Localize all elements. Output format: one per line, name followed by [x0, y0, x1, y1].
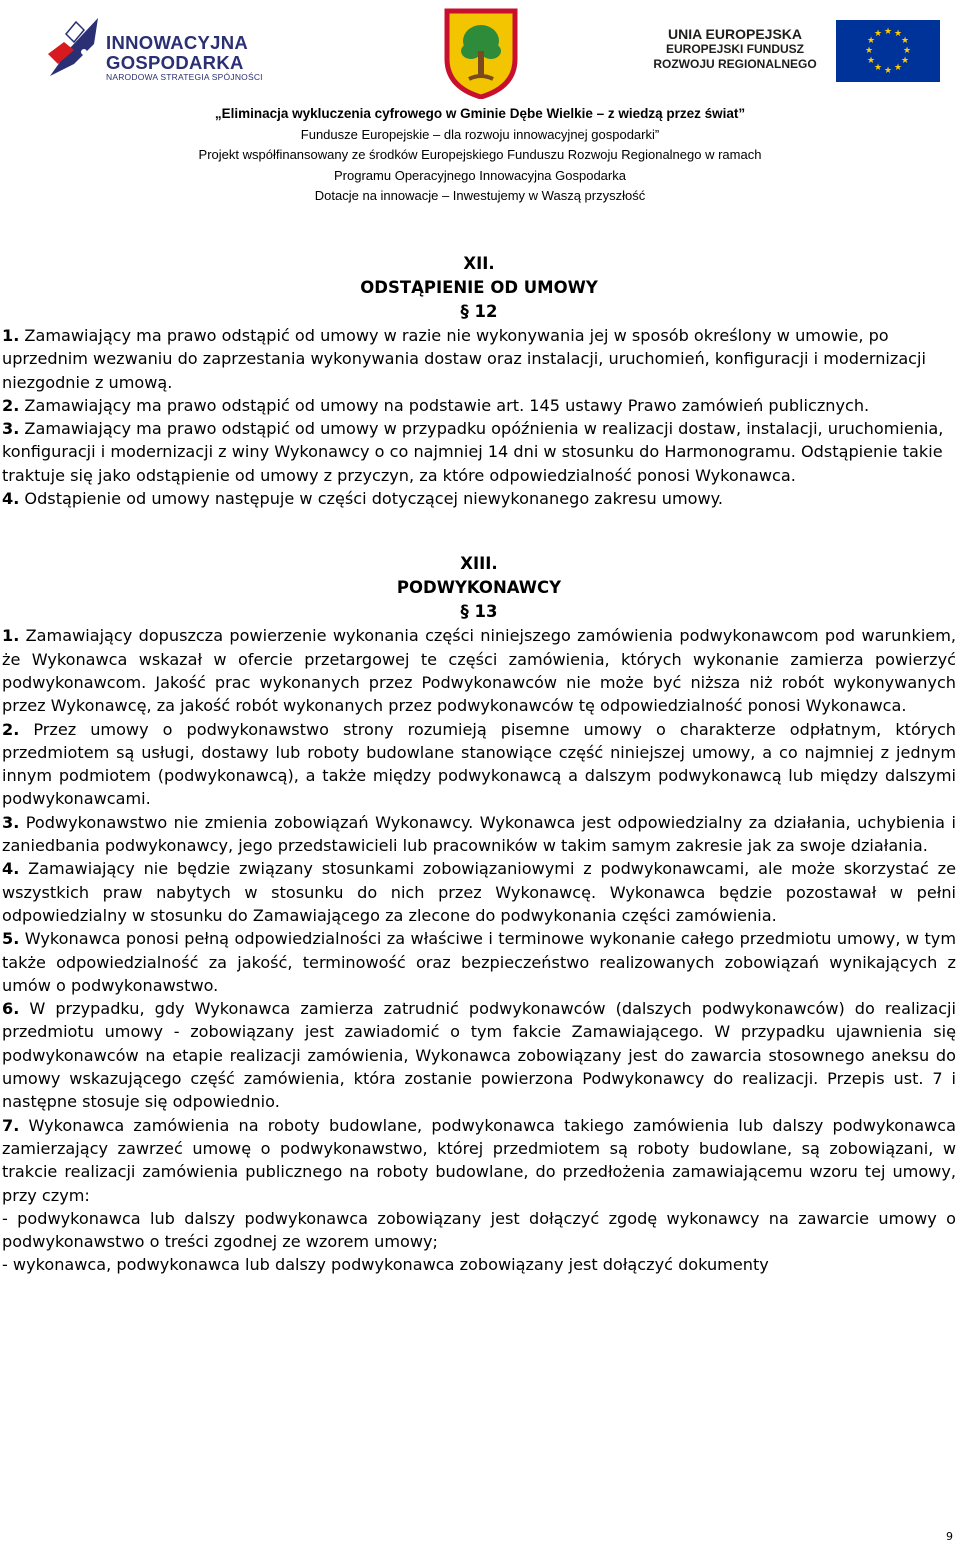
list-item: 5. Wykonawca ponosi pełną odpowiedzialności za właściwe i terminowe wykonanie całego przedmiotu umowy, w tym także odpowiedzialność za jakość, terminowość oraz bezpieczeństwo realizowanych zobowiązań wynikających z umów o podwykonawstwo.: [2, 929, 956, 995]
project-title: „Eliminacja wykluczenia cyfrowego w Gminie Dębe Wielkie – z wiedzą przez świat”: [214, 106, 746, 121]
eu-line-1: UNIA EUROPEJSKA: [667, 26, 803, 42]
logo-line-3: NARODOWA STRATEGIA SPÓJNOŚCI: [106, 72, 263, 82]
section-title: PODWYKONAWCY: [396, 578, 562, 598]
svg-text:★: ★: [883, 27, 893, 37]
section-title: ODSTĄPIENIE OD UMOWY: [360, 278, 598, 297]
section-number: XIII.: [460, 554, 498, 574]
list-item: 6. W przypadku, gdy Wykonawca zamierza zatrudnić podwykonawców (dalszych podwykonawców) do realizacji przedmiotu umowy - zobowiązany jest zawiadomić o tym fakcie Zamawiającego. W przypadku ujawnienia się podwykonawców na etapie realizacji zamówienia, Wykonawca zobowiązany jest do zawarcia stosownego aneksu do umowy wskazującego część zamówienia, która zostanie powierzona Podwykonawcy do realizacji. Przepis ust. 7 i następne stosuje się odpowiednio.: [2, 999, 956, 1112]
logo-line-2: GOSPODARKA: [106, 52, 244, 73]
header-line-4: Programu Operacyjnego Innowacyjna Gospodarka: [334, 167, 626, 183]
page-header: [0, 0, 960, 215]
ig-emblem-icon: [44, 14, 104, 84]
list-item: 3. Zamawiający ma prawo odstąpić od umowy w przypadku opóźnienia w realizacji dostaw, instalacji, uruchomienia, konfiguracji i modernizacji z winy Wykonawcy o co najmniej 14 dni w stosunku do Harmonogramu. Odstąpienie takie traktuje się jako odstąpienie od umowy z przyczyn, za które odpowiedzialność ponosi Wykonawca.: [2, 419, 944, 485]
eu-line-2: EUROPEJSKI FUNDUSZ: [665, 42, 805, 56]
svg-text:★: ★: [893, 29, 903, 39]
svg-text:★: ★: [893, 63, 903, 73]
svg-text:★: ★: [883, 66, 893, 76]
eu-flag-icon: [836, 20, 940, 82]
dash-item: - wykonawca, podwykonawca lub dalszy podwykonawca zobowiązany jest dołączyć dokumenty: [2, 1255, 769, 1275]
gmina-crest-icon: [441, 7, 521, 99]
dash-item: - podwykonawca lub dalszy podwykonawca zobowiązany jest dołączyć zgodę wykonawcy na zawarcie umowy o podwykonawstwo o treści zgodnej ze wzorem umowy;: [2, 1208, 956, 1252]
header-line-5: Dotacje na innowacje – Inwestujemy w Waszą przyszłość: [314, 188, 646, 203]
list-item: 7. Wykonawca zamówienia na roboty budowlane, podwykonawca takiego zamówienia lub dalszy podwykonawca zamierzający zawrzeć umowę o podwykonawstwo, której przedmiotem są roboty budowlane, są zobowiązani, w trakcie realizacji zamówienia publicznego na roboty budowlane, do przedłożenia zamawiającemu wzoru tej umowy, przy czym:: [2, 1115, 956, 1205]
svg-text:★: ★: [900, 36, 910, 46]
list-item: 2. Zamawiający ma prawo odstąpić od umowy na podstawie art. 145 ustawy Prawo zamówień publicznych.: [2, 395, 870, 415]
list-item: 2. Przez umowy o podwykonawstwo strony rozumieją pisemne umowy o charakterze odpłatnym, których przedmiotem są usługi, dostawy lub roboty budowlane stanowiące część niniejszej umowy, a co najmniej z jednym innym podmiotem (podwykonawcą), a także między podwykonawcą a dalszym podwykonawcą lub między dalszymi podwykonawcami.: [2, 719, 956, 809]
list-item: 4. Zamawiający nie będzie związany stosunkami zobowiązaniowymi z podwykonawcami, ale może skorzystać ze wszystkich praw nabytych w stosunku do nich przez Wykonawcę. Wykonawca będzie pozostawał w pełni odpowiedzialny w stosunku do Zamawiającego za zlecone do podwykonania części zamówienia.: [2, 859, 956, 925]
section-number: XII.: [463, 254, 495, 273]
svg-text:★: ★: [866, 36, 876, 46]
paragraph-sign: § 13: [460, 602, 498, 622]
svg-text:★: ★: [873, 63, 883, 73]
list-item: 1. Zamawiający dopuszcza powierzenie wykonania części niniejszego zamówienia podwykonawcom pod warunkiem, że Wykonawca wskazał w ofercie przetargowej te części zamówienia, których wykonanie zamierza powierzyć podwykonawcom. Jakość prac wykonanych przez Podwykonawców nie może być niższa niż robót wykonywanych przez Wykonawcę, za jakość robót wykonanych przez podwykonawców tę odpowiedzialność ponosi Wykonawca.: [2, 626, 956, 716]
eu-line-3: ROZWOJU REGIONALNEGO: [653, 57, 817, 71]
svg-text:★: ★: [873, 29, 883, 39]
list-item: 4. Odstąpienie od umowy następuje w części dotyczącej niewykonanego zakresu umowy.: [2, 489, 724, 509]
svg-text:★: ★: [900, 56, 910, 66]
list-item: 3. Podwykonawstwo nie zmienia zobowiązań Wykonawcy. Wykonawca jest odpowiedzialny za działania, uchybienia i zaniedbania podwykonawcy, jego przedstawicieli lub pracowników w takim samym zakresie jak za swoje działania.: [2, 812, 956, 856]
header-line-3: Projekt współfinansowany ze środków Europejskiego Funduszu Rozwoju Regionalnego w ramach: [198, 147, 762, 162]
svg-text:★: ★: [902, 46, 912, 56]
logo-line-1: INNOWACYJNA: [106, 32, 249, 53]
document-body: [0, 254, 958, 1277]
svg-text:★: ★: [864, 46, 874, 56]
project-header-text: [0, 104, 960, 207]
innowacyjna-gospodarka-logo: [44, 14, 284, 84]
paragraph-sign: § 12: [460, 302, 498, 321]
eu-fund-text: [646, 26, 824, 72]
svg-text:★: ★: [866, 56, 876, 66]
list-item: 1. Zamawiający ma prawo odstąpić od umowy w razie nie wykonywania jej w sposób określony w umowie, po uprzednim wezwaniu do zaprzestania wykonywania dostaw oraz instalacji, uruchomień, konfiguracji i modernizacji niezgodnie z umową.: [2, 326, 926, 392]
header-line-2: Fundusze Europejskie – dla rozwoju innowacyjnej gospodarki”: [300, 126, 660, 142]
page-number: 9: [946, 1530, 953, 1543]
